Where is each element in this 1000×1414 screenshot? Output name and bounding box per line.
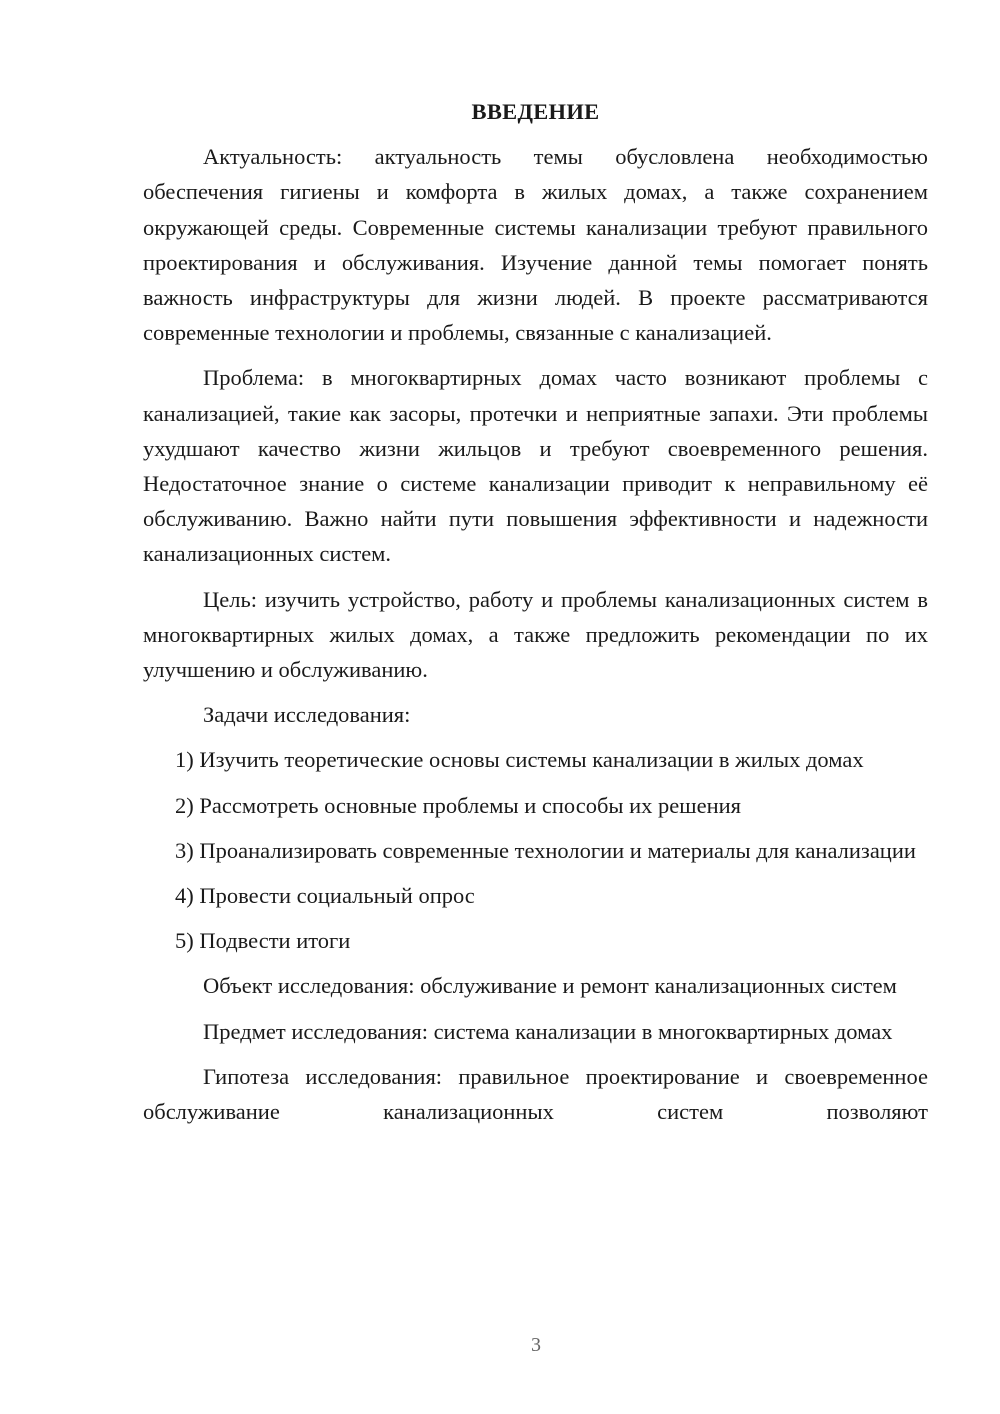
document-body [143, 94, 928, 1139]
page-number: 3 [531, 1334, 541, 1356]
goal-paragraph: Цель: изучить устройство, работу и проблемы канализационных систем в многоквартирных жилых домах, а также предложить рекомендации по их улучшению и обслуживанию. [143, 586, 928, 683]
section-title: ВВЕДЕНИЕ [471, 99, 600, 124]
task-item-4: 4) Провести социальный опрос [175, 883, 475, 909]
subject-paragraph: Предмет исследования: система канализации в многоквартирных домах [203, 1018, 893, 1044]
task-item-5: 5) Подвести итоги [175, 928, 351, 954]
task-item-3: 3) Проанализировать современные технологии и материалы для канализации [175, 837, 916, 863]
object-paragraph: Объект исследования: обслуживание и ремонт канализационных систем [203, 973, 897, 999]
task-item-1: 1) Изучить теоретические основы системы канализации в жилых домах [175, 747, 864, 773]
hypothesis-paragraph: Гипотеза исследования: правильное проектирование и своевременное обслуживание канализационных систем позволяют [143, 1063, 928, 1125]
relevance-paragraph: Актуальность: актуальность темы обусловлена необходимостью обеспечения гигиены и комфорта в жилых домах, а также сохранением окружающей среды. Современные системы канализации требуют правильного проектирования и обслуживания. Изучение данной темы помогает понять важность инфраструктуры для жизни людей. В проекте рассматриваются современные технологии и проблемы, связанные с канализацией. [143, 144, 928, 346]
problem-paragraph: Проблема: в многоквартирных домах часто возникают проблемы с канализацией, такие как засоры, протечки и неприятные запахи. Эти проблемы ухудшают качество жизни жильцов и требуют своевременного решения. Недостаточное знание о системе канализации приводит к неправильному её обслуживанию. Важно найти пути повышения эффективности и надежности канализационных систем. [143, 365, 928, 567]
task-item-2: 2) Рассмотреть основные проблемы и способы их решения [175, 792, 742, 818]
tasks-heading: Задачи исследования: [203, 702, 411, 728]
